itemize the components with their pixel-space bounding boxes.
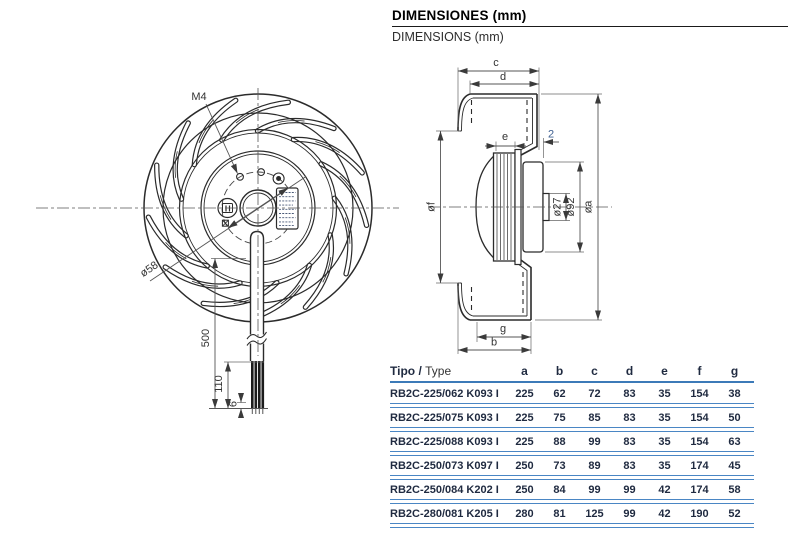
table-row xyxy=(390,434,754,449)
wire-tips xyxy=(252,409,262,415)
value-f: 174 xyxy=(690,483,709,496)
col-header-c: c xyxy=(591,363,598,378)
row-separator xyxy=(390,499,754,504)
model-name: RB2C-225/075 K093 I xyxy=(390,411,499,424)
dim-label-d: d xyxy=(499,71,507,83)
col-header-b: b xyxy=(555,363,564,378)
dim-label-m4: M4 xyxy=(191,91,207,103)
value-b: 75 xyxy=(553,411,566,424)
col-header-type-en: Type xyxy=(425,363,452,378)
section-heading xyxy=(392,8,788,44)
value-d: 83 xyxy=(623,459,636,472)
value-g: 38 xyxy=(728,387,741,400)
value-b: 84 xyxy=(553,483,566,496)
title-rule xyxy=(392,26,788,27)
value-e: 42 xyxy=(658,507,671,520)
value-a: 280 xyxy=(515,507,534,520)
value-a: 225 xyxy=(515,387,534,400)
value-e: 35 xyxy=(658,411,671,424)
dim-label-b: b xyxy=(490,336,498,349)
value-b: 73 xyxy=(553,459,566,472)
inlet-bellmouth-top xyxy=(458,94,470,131)
sheet-inner-line xyxy=(458,98,473,131)
page-subtitle: DIMENSIONS (mm) xyxy=(392,30,504,44)
col-header-e: e xyxy=(661,363,668,378)
row-separator xyxy=(390,403,754,408)
value-d: 83 xyxy=(623,435,636,448)
col-header-d: d xyxy=(625,363,634,378)
value-d: 83 xyxy=(623,387,636,400)
model-name: RB2C-250/073 K097 I xyxy=(390,459,499,472)
dim-label-500: 500 xyxy=(200,328,212,348)
power-cable xyxy=(247,232,267,415)
col-header-type-es: Tipo / xyxy=(390,363,422,378)
dim-label-58: ø58 xyxy=(138,259,161,280)
value-e: 42 xyxy=(658,483,671,496)
dim-label-a: øa xyxy=(582,200,595,214)
value-f: 154 xyxy=(690,435,709,448)
value-c: 99 xyxy=(588,435,601,448)
model-name: RB2C-250/084 K202 I xyxy=(390,483,499,496)
fan-front-view-drawing xyxy=(36,88,399,418)
dim-label-27: ø27 xyxy=(551,197,564,217)
value-g: 58 xyxy=(728,483,741,496)
value-a: 225 xyxy=(515,435,534,448)
dim-label-g: g xyxy=(499,323,507,335)
value-d: 99 xyxy=(623,483,636,496)
dim-label-92: ø92 xyxy=(565,197,577,217)
dim-label-f: øf xyxy=(425,202,438,212)
table-row xyxy=(390,482,754,497)
value-f: 154 xyxy=(690,411,709,424)
value-a: 250 xyxy=(515,459,534,472)
fan-side-view-drawing xyxy=(426,57,613,354)
col-header-g: g xyxy=(730,363,739,378)
dim-label-110: 110 xyxy=(213,375,225,393)
value-e: 35 xyxy=(658,459,671,472)
model-name: RB2C-225/088 K093 I xyxy=(390,435,499,448)
value-f: 154 xyxy=(690,387,709,400)
dim-label-c: c xyxy=(493,57,499,69)
row-separator xyxy=(390,427,754,432)
value-a: 225 xyxy=(515,411,534,424)
table-row xyxy=(390,506,754,521)
value-c: 85 xyxy=(588,411,601,424)
model-name: RB2C-280/081 K205 I xyxy=(390,507,499,520)
col-header-f: f xyxy=(697,363,702,378)
value-g: 63 xyxy=(728,435,741,448)
value-c: 89 xyxy=(588,459,601,472)
sheet-inner-line xyxy=(458,283,473,316)
value-b: 62 xyxy=(553,387,566,400)
row-separator xyxy=(390,475,754,480)
value-g: 45 xyxy=(728,459,741,472)
value-b: 88 xyxy=(553,435,566,448)
value-e: 35 xyxy=(658,387,671,400)
col-header-type xyxy=(390,364,507,378)
value-a: 250 xyxy=(515,483,534,496)
dim-label-2: 2 xyxy=(547,128,555,141)
value-c: 72 xyxy=(588,387,601,400)
value-c: 125 xyxy=(585,507,604,520)
value-e: 35 xyxy=(658,435,671,448)
page-title: DIMENSIONES (mm) xyxy=(392,8,527,23)
table-row xyxy=(390,458,754,473)
table-header-row xyxy=(390,362,754,379)
table-header-rule xyxy=(390,381,754,383)
model-name: RB2C-225/062 K093 I xyxy=(390,387,499,400)
sheet-inner-line xyxy=(512,260,527,317)
table-row xyxy=(390,410,754,425)
value-c: 99 xyxy=(588,483,601,496)
hub-hole-large-center xyxy=(276,176,281,181)
col-header-a: a xyxy=(521,363,528,378)
value-f: 174 xyxy=(690,459,709,472)
value-g: 52 xyxy=(728,507,741,520)
inlet-bellmouth-bottom xyxy=(458,283,470,320)
value-b: 81 xyxy=(553,507,566,520)
dim-label-e: e xyxy=(501,131,509,143)
value-g: 50 xyxy=(728,411,741,424)
table-row xyxy=(390,386,754,401)
value-f: 190 xyxy=(690,507,709,520)
lead-wires xyxy=(252,361,262,409)
dimensions-table xyxy=(390,362,754,530)
back-plate-top xyxy=(516,94,538,158)
value-d: 99 xyxy=(623,507,636,520)
row-separator xyxy=(390,451,754,456)
dim-label-6: 6 xyxy=(227,400,240,408)
row-separator xyxy=(390,523,754,528)
value-d: 83 xyxy=(623,411,636,424)
